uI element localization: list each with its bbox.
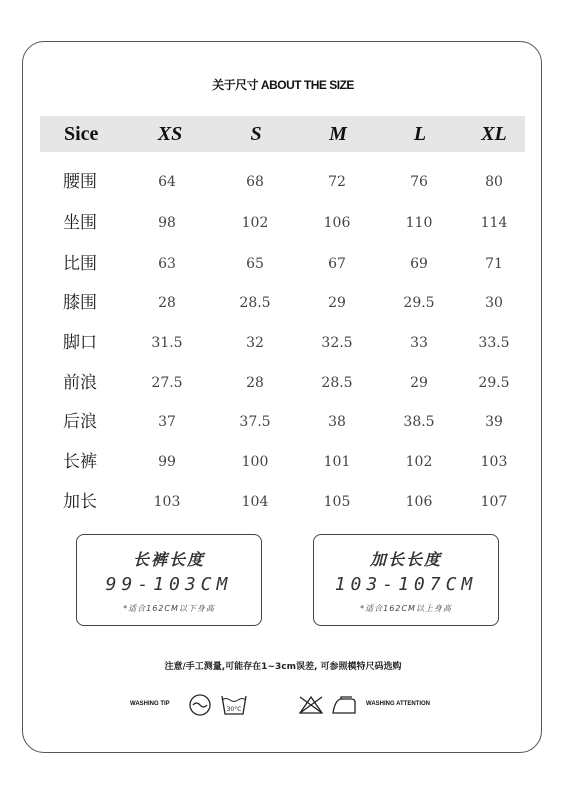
measurement-note: 注意/手工测量,可能存在1~3cm误差, 可参照模特尺码选购 bbox=[164, 662, 402, 672]
table-cell: 100 bbox=[241, 454, 269, 470]
row-label: 加长 bbox=[63, 492, 97, 512]
table-cell: 104 bbox=[241, 494, 269, 510]
table-cell: 67 bbox=[328, 256, 346, 272]
table-cell: 72 bbox=[328, 174, 346, 190]
table-cell: 38.5 bbox=[403, 414, 435, 430]
table-cell: 29.5 bbox=[478, 375, 510, 391]
table-cell: 110 bbox=[405, 215, 433, 231]
table-cell: 28.5 bbox=[321, 375, 353, 391]
standard-length-note: *适合162CM以下身高 bbox=[123, 604, 215, 613]
table-cell: 64 bbox=[158, 174, 176, 190]
header-xs: XS bbox=[157, 123, 183, 145]
table-row bbox=[0, 291, 566, 315]
table-cell: 102 bbox=[405, 454, 433, 470]
table-cell: 63 bbox=[158, 256, 176, 272]
table-cell: 106 bbox=[405, 494, 433, 510]
table-cell: 38 bbox=[328, 414, 346, 430]
table-cell: 37.5 bbox=[239, 414, 271, 430]
table-cell: 28.5 bbox=[239, 295, 271, 311]
table-cell: 32.5 bbox=[321, 335, 353, 351]
table-row bbox=[0, 331, 566, 355]
table-cell: 103 bbox=[153, 494, 181, 510]
gentle-cycle-icon bbox=[188, 693, 212, 717]
row-label: 后浪 bbox=[63, 412, 97, 432]
no-bleach-icon bbox=[298, 693, 324, 717]
table-row bbox=[0, 170, 566, 194]
standard-length-title: 长裤长度 bbox=[132, 550, 205, 569]
hand-wash-30-icon bbox=[220, 693, 248, 717]
table-cell: 29.5 bbox=[403, 295, 435, 311]
table-cell: 33 bbox=[410, 335, 428, 351]
table-cell: 29 bbox=[328, 295, 346, 311]
table-cell: 30 bbox=[485, 295, 503, 311]
extended-length-title: 加长长度 bbox=[369, 550, 442, 569]
header-size-label: Sice bbox=[64, 123, 99, 145]
row-label: 比围 bbox=[63, 254, 97, 274]
table-cell: 103 bbox=[480, 454, 508, 470]
table-cell: 105 bbox=[323, 494, 351, 510]
table-cell: 27.5 bbox=[151, 375, 183, 391]
washing-tip-label: WASHING TIP bbox=[130, 701, 170, 707]
table-cell: 68 bbox=[246, 174, 264, 190]
page-title: 关于尺寸 ABOUT THE SIZE bbox=[212, 78, 354, 92]
table-cell: 107 bbox=[480, 494, 508, 510]
table-row bbox=[0, 410, 566, 434]
table-cell: 76 bbox=[410, 174, 428, 190]
standard-length-range: 99-103CM bbox=[105, 574, 233, 595]
table-cell: 32 bbox=[246, 335, 264, 351]
table-cell: 39 bbox=[485, 414, 503, 430]
wash-temp-label: 30°C bbox=[226, 706, 242, 713]
row-label: 膝围 bbox=[63, 293, 97, 313]
table-cell: 29 bbox=[410, 375, 428, 391]
table-cell: 28 bbox=[246, 375, 264, 391]
table-cell: 99 bbox=[158, 454, 176, 470]
table-row bbox=[0, 211, 566, 235]
table-cell: 106 bbox=[323, 215, 351, 231]
table-row bbox=[0, 371, 566, 395]
table-row bbox=[0, 450, 566, 474]
table-cell: 69 bbox=[410, 256, 428, 272]
header-m: M bbox=[329, 123, 347, 145]
table-cell: 101 bbox=[323, 454, 351, 470]
header-xl: XL bbox=[481, 123, 507, 145]
standard-length-box bbox=[76, 534, 262, 626]
header-l: L bbox=[413, 123, 427, 145]
table-cell: 102 bbox=[241, 215, 269, 231]
row-label: 坐围 bbox=[63, 213, 97, 233]
row-label: 脚口 bbox=[63, 333, 97, 353]
extended-length-note: *适合162CM以上身高 bbox=[360, 604, 452, 613]
table-cell: 65 bbox=[246, 256, 264, 272]
table-cell: 37 bbox=[158, 414, 176, 430]
table-row bbox=[0, 252, 566, 276]
table-cell: 80 bbox=[485, 174, 503, 190]
table-cell: 71 bbox=[485, 256, 503, 272]
extended-length-range: 103-107CM bbox=[334, 574, 478, 595]
extended-length-box bbox=[313, 534, 499, 626]
table-cell: 98 bbox=[158, 215, 176, 231]
header-s: S bbox=[250, 123, 262, 145]
table-cell: 31.5 bbox=[151, 335, 183, 351]
table-cell: 28 bbox=[158, 295, 176, 311]
table-header bbox=[40, 116, 525, 152]
table-cell: 33.5 bbox=[478, 335, 510, 351]
table-row bbox=[0, 490, 566, 514]
row-label: 前浪 bbox=[63, 373, 97, 393]
iron-icon bbox=[330, 693, 358, 717]
row-label: 腰围 bbox=[63, 172, 97, 192]
table-cell: 114 bbox=[480, 215, 508, 231]
row-label: 长裤 bbox=[63, 452, 97, 472]
washing-attention-label: WASHING ATTENTION bbox=[366, 701, 430, 707]
